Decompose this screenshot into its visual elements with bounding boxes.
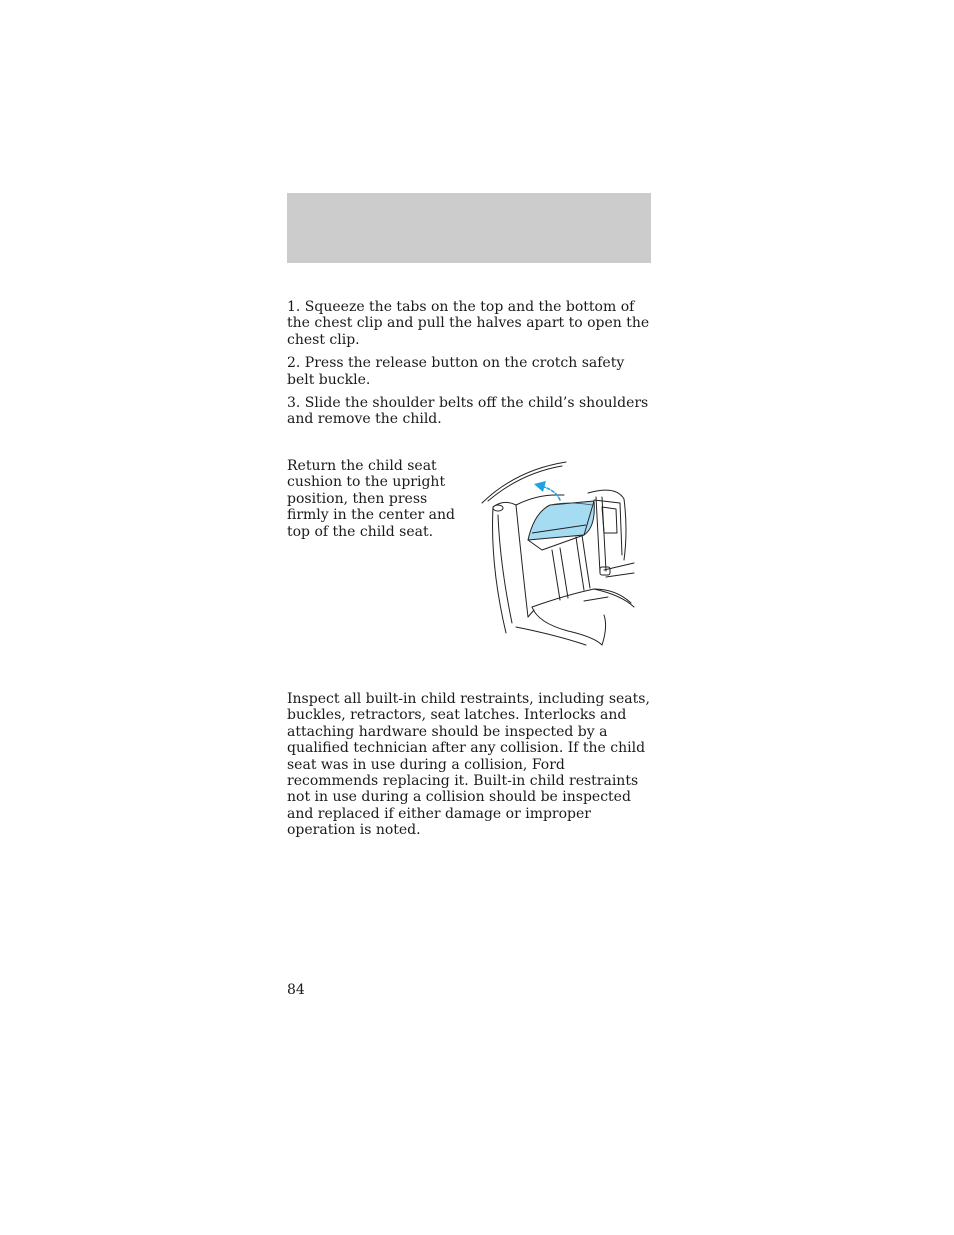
- inspection-paragraph: Inspect all built-in child restraints, including seats, buckles, retractors, seat latches. Interlocks and attaching hardware should be inspected by a qualified technician after any collision. If the child seat was in use during a collision, Ford recommends replacing it. Built-in child restraints not in use during a collision should be inspected and replaced if either damage or improper operation is noted.: [287, 691, 650, 839]
- vehicle-interior-line-art: [482, 462, 634, 645]
- step-2: 2. Press the release button on the crotch safety belt buckle.: [287, 355, 625, 388]
- fold-up-arrow: [544, 487, 560, 500]
- return-cushion-instruction: Return the child seat cushion to the upright position, then press firmly in the center and top of the child seat.: [287, 458, 455, 540]
- step-1: 1. Squeeze the tabs on the top and the bottom of the chest clip and pull the halves apart to open the chest clip.: [287, 299, 650, 348]
- page-number: 84: [287, 982, 305, 998]
- unbuckle-steps-list: [287, 299, 651, 435]
- child-seat-illustration: [476, 455, 646, 650]
- step-3: 3. Slide the shoulder belts off the child’s shoulders and remove the child.: [287, 395, 649, 428]
- child-seat-cushion: [528, 501, 594, 550]
- section-header-band: [287, 193, 651, 263]
- arrow-head: [534, 481, 546, 492]
